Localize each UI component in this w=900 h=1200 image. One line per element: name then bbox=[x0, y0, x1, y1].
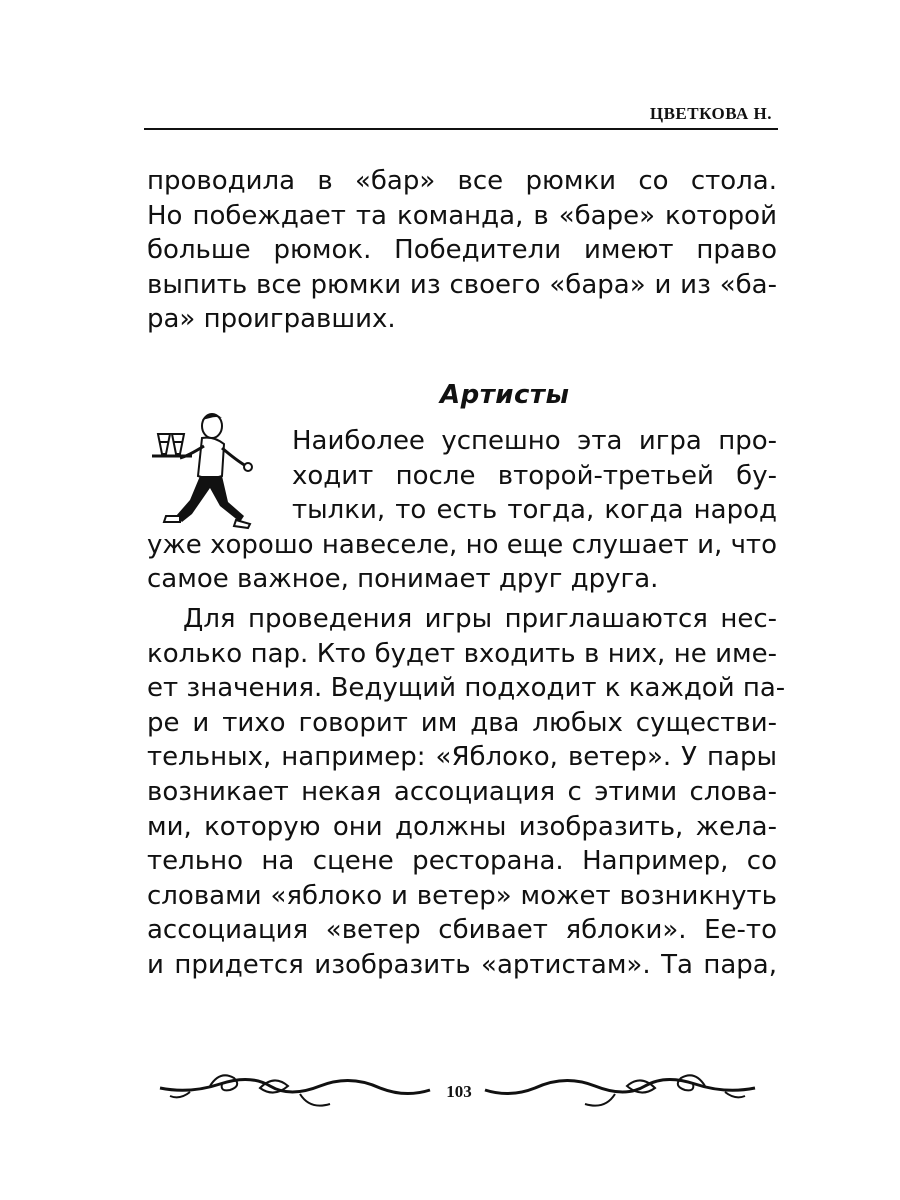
text-line: Но побеждает та команда, в «баре» которой bbox=[147, 200, 777, 231]
text-line: тельных, например: «Яблоко, ветер». У пары bbox=[147, 742, 777, 773]
paragraph-2 bbox=[147, 424, 777, 597]
page-number: 103 bbox=[446, 1082, 472, 1101]
text-line: выпить все рюмки из своего «бара» и из «ба- bbox=[147, 269, 777, 300]
text-line: возникает некая ассоциация с этими слова- bbox=[147, 776, 777, 807]
text-line: тельно на сцене ресторана. Например, со bbox=[147, 846, 777, 877]
text-line: ассоциация «ветер сбивает яблоки». Ее-то bbox=[147, 915, 777, 946]
text-line: ре и тихо говорит им два любых существи- bbox=[147, 707, 777, 738]
text-line: тылки, то есть тогда, когда народ bbox=[292, 495, 777, 526]
text-line: проводила в «бар» все рюмки со стола. bbox=[147, 166, 777, 196]
text-line: колько пар. Кто будет входить в них, не име- bbox=[147, 638, 777, 669]
text-line: Наиболее успешно эта игра про- bbox=[292, 426, 777, 456]
paragraph-3 bbox=[147, 602, 786, 983]
text-line: и придется изобразить «артистам». Та пара, bbox=[147, 949, 777, 980]
header-divider bbox=[144, 128, 778, 130]
text-line: ра» проигравших. bbox=[147, 304, 396, 335]
text-line: уже хорошо навеселе, но еще слушает и, что bbox=[147, 529, 777, 560]
text-line: ет значения. Ведущий подходит к каждой па- bbox=[147, 673, 786, 704]
text-line: Для проведения игры приглашаются нес- bbox=[183, 604, 777, 634]
section-title: Артисты bbox=[440, 380, 570, 410]
text-line: ходит после второй-третьей бу- bbox=[292, 460, 777, 491]
text-line: самое важное, понимает друг друга. bbox=[147, 564, 659, 595]
text-line: словами «яблоко и ветер» может возникнуть bbox=[147, 880, 777, 911]
running-header-author: ЦВЕТКОВА Н. bbox=[649, 104, 772, 123]
text-line: ми, которую они должны изобразить, жела- bbox=[147, 811, 777, 842]
text-line: больше рюмок. Победители имеют право bbox=[147, 235, 777, 266]
paragraph-1 bbox=[147, 164, 777, 337]
